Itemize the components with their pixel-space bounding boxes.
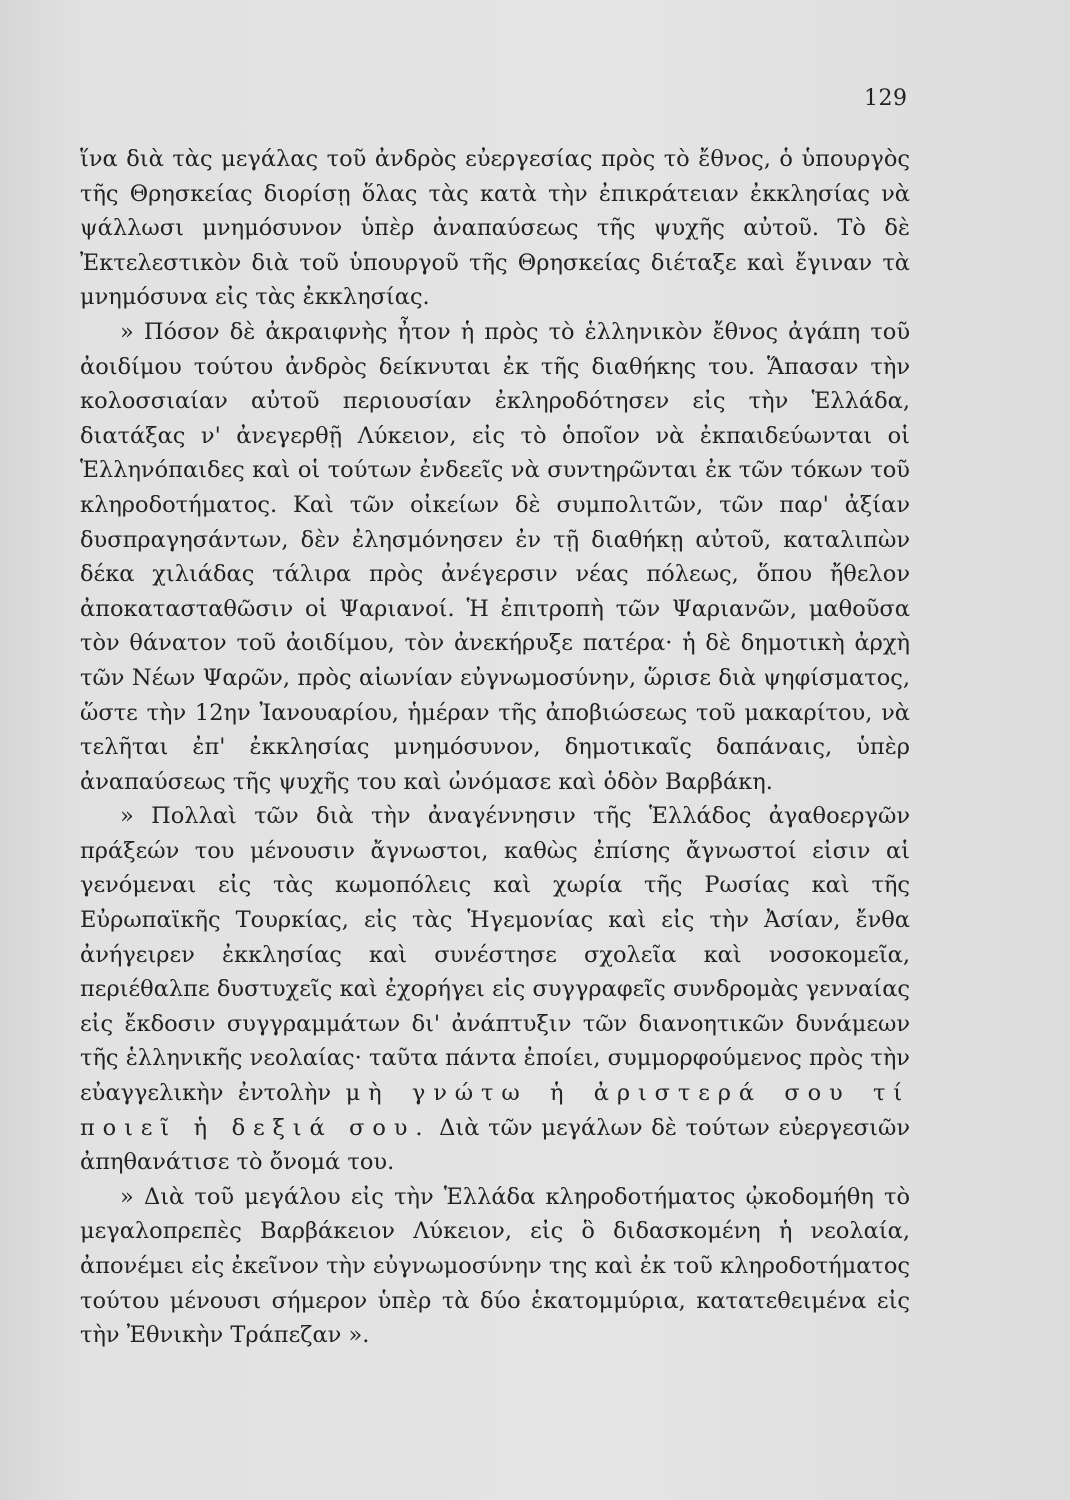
paragraph-3-text-before: » Πολλαὶ τῶν διὰ τὴν ἀναγέννησιν τῆς Ἑλλάδος ἀγαθοεργῶν πράξεών του μένουσιν ἄγνωστοι, καθὼς ἐπίσης ἄγνωστοί εἰσιν αἱ γενόμεναι εἰς τὰς κωμοπόλεις καὶ χωρία τῆς Ρωσίας καὶ τῆς Εὐρωπαϊκῆς Τουρκίας, εἰς τὰς Ἡγεμονίας καὶ εἰς τὴν Ἀσίαν, ἔνθα ἀνήγειρεν ἐκκλησίας καὶ συνέστησε σχολεῖα καὶ νοσοκομεῖα, περιέθαλπε δυστυχεῖς καὶ ἐχορήγει εἰς συγγραφεῖς συνδρομὰς γενναίας εἰς ἔκδοσιν συγγραμμάτων δι' ἀνάπτυξιν τῶν διανοητικῶν δυνάμεων τῆς ἑλληνικῆς νεολαίας· ταῦτα πάντα ἐποίει, συμμορφούμενος πρὸς τὴν εὐαγγελικὴν ἐντολὴν <box>80 803 910 1107</box>
paragraph-3 <box>80 799 910 1180</box>
paragraph-2: » Πόσον δὲ ἀκραιφνὴς ἦτον ἡ πρὸς τὸ ἑλληνικὸν ἔθνος ἀγάπη τοῦ ἀοιδίμου τούτου ἀνδρὸς δείκνυται ἐκ τῆς διαθήκης του. Ἅπασαν τὴν κολοσσιαίαν αὐτοῦ περιουσίαν ἐκληροδότησεν εἰς τὴν Ἑλλάδα, διατάξας ν' ἀνεγερθῇ Λύκειον, εἰς τὸ ὁποῖον νὰ ἐκπαιδεύωνται οἱ Ἑλληνόπαιδες καὶ οἱ τούτων ἐνδεεῖς νὰ συντηρῶνται ἐκ τῶν τόκων τοῦ κληροδοτήματος. Καὶ τῶν οἰκείων δὲ συμπολιτῶν, τῶν παρ' ἀξίαν δυσπραγησάντων, δὲν ἐλησμόνησεν ἐν τῇ διαθήκῃ αὐτοῦ, καταλιπὼν δέκα χιλιάδας τάλιρα πρὸς ἀνέγερσιν νέας πόλεως, ὅπου ἤθελον ἀποκατασταθῶσιν οἱ Ψαριανοί. Ἡ ἐπιτροπὴ τῶν Ψαριανῶν, μαθοῦσα τὸν θάνατον τοῦ ἀοιδίμου, τὸν ἀνεκήρυξε πατέρα· ἡ δὲ δημοτικὴ ἀρχὴ τῶν Νέων Ψαρῶν, πρὸς αἰωνίαν εὐγνωμοσύνην, ὥρισε διὰ ψηφίσματος, ὥστε τὴν 12ην Ἰανουαρίου, ἡμέραν τῆς ἀποβιώσεως τοῦ μακαρίτου, νὰ τελῆται ἐπ' ἐκκλησίας μνημόσυνον, δημοτικαῖς δαπάναις, ὑπὲρ ἀναπαύσεως τῆς ψυχῆς του καὶ ὠνόμασε καὶ ὁδὸν Βαρβάκη. <box>80 318 910 795</box>
spaced-scripture-quote: μὴ γνώτω ἡ ἀριστερά σου τί ποιεῖ ἡ δεξιά σου. <box>80 1080 910 1141</box>
paragraph-3-text-after: Διὰ τῶν μεγάλων δὲ τούτων εὐεργεσιῶν ἀπηθανάτισε τὸ ὄνομά του. <box>80 1114 911 1176</box>
page-number: 129 <box>864 86 908 111</box>
body-text <box>80 142 910 1353</box>
paragraph-1: ἵνα διὰ τὰς μεγάλας τοῦ ἀνδρὸς εὐεργεσίας πρὸς τὸ ἔθνος, ὁ ὑπουργὸς τῆς Θρησκείας διορίσῃ ὅλας τὰς κατὰ τὴν ἐπικράτειαν ἐκκλησίας νὰ ψάλλωσι μνημόσυνον ὑπὲρ ἀναπαύσεως τῆς ψυχῆς αὐτοῦ. Τὸ δὲ Ἐκτελεστικὸν διὰ τοῦ ὑπουργοῦ τῆς Θρησκείας διέταξε καὶ ἔγιναν τὰ μνημόσυνα εἰς τὰς ἐκκλησίας. <box>80 146 910 311</box>
paragraph-4: » Διὰ τοῦ μεγάλου εἰς τὴν Ἑλλάδα κληροδοτήματος ᾠκοδομήθη τὸ μεγαλοπρεπὲς Βαρβάκειον Λύκειον, εἰς ὃ διδασκομένη ἡ νεολαία, ἀπονέμει εἰς ἐκεῖνον τὴν εὐγνωμοσύνην της καὶ ἐκ τοῦ κληροδοτήματος τούτου μένουσι σήμερον ὑπὲρ τὰ δύο ἑκατομμύρια, κατατεθειμένα εἰς τὴν Ἐθνικὴν Τράπεζαν ». <box>80 1183 910 1349</box>
